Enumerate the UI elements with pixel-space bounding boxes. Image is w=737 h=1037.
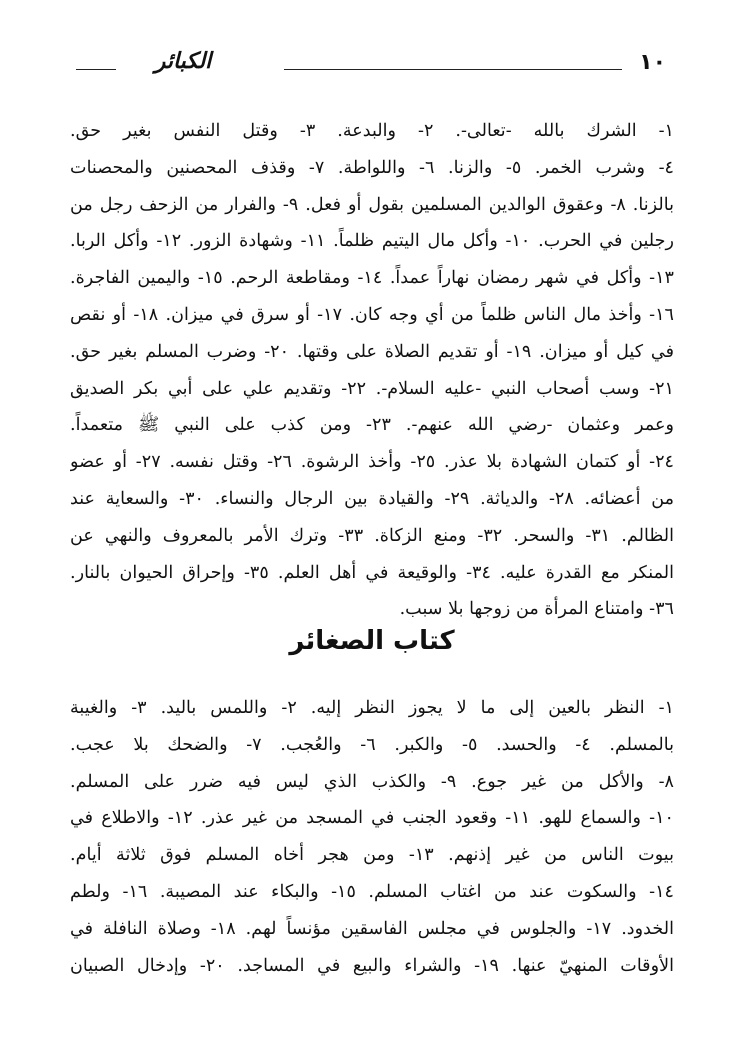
text-line: ٣٦- وامتناع المرأة من زوجها بلا سبب. [399,599,674,620]
text-line: بيوت الناس من غير إذنهم. ١٣- ومن هجر أخاه المسلم فوق ثلاثة أيام. [70,845,674,866]
text-line: ١- الشرك بالله -تعالى-. ٢- والبدعة. ٣- وقتل النفس بغير حق. [70,121,674,141]
page-number: ١٠ [639,50,666,75]
header-rule-short [76,69,116,70]
text-line: وعمر وعثمان -رضي الله عنهم-. ٢٣- ومن كذب على النبي ﷺ متعمداً. [70,415,674,436]
text-line: ١٠- والسماع للهو. ١١- وقعود الجنب في المسجد من غير عذر. ١٢- والاطلاع في [70,808,674,829]
text-line: ١٦- وأخذ مال الناس ظلماً من أي وجه كان. ١٧- أو سرق في ميزان. ١٨- أو نقص [70,304,674,325]
text-line: رجلين في الحرب. ١٠- وأكل مال اليتيم ظلماً. ١١- وشهادة الزور. ١٢- وأكل الربا. [70,231,674,252]
text-line: الخدود. ١٧- والجلوس في مجلس الفاسقين مؤنساً لهم. ١٨- وصلاة النافلة في [70,918,674,939]
text-line: بالمسلم. ٤- والحسد. ٥- والكبر. ٦- والعُجب. ٧- والضحك بلا عجب. [70,734,674,755]
text-line: في كيل أو ميزان. ١٩- أو تقديم الصلاة على وقتها. ٢٠- وضرب المسلم بغير حق. [70,341,674,362]
page-header [70,44,674,88]
text-line: ١٣- وأكل في شهر رمضان نهاراً عمداً. ١٤- ومقاطعة الرحم. ١٥- واليمين الفاجرة. [70,268,674,289]
saghair-list [70,690,674,984]
text-line: الظالم. ٣١- والسحر. ٣٢- ومنع الزكاة. ٣٣- وترك الأمر بالمعروف والنهي عن [70,525,674,546]
text-line: ٢١- وسب أصحاب النبي -عليه السلام-. ٢٢- وتقديم علي على أبي بكر الصديق [70,378,674,399]
text-line: ١- النظر بالعين إلى ما لا يجوز النظر إليه. ٢- واللمس باليد. ٣- والغيبة [70,698,674,718]
text-line: ١٤- والسكوت عند من اغتاب المسلم. ١٥- والبكاء عند المصيبة. ١٦- ولطم [70,881,674,902]
header-rule [284,69,622,70]
text-line: من أعضائه. ٢٨- والدياثة. ٢٩- والقيادة بين الرجال والنساء. ٣٠- والسعاية عند [70,488,674,509]
kabair-list [70,113,674,628]
text-line: ٨- والأكل من غير جوع. ٩- والكذب الذي ليس فيه ضرر على المسلم. [70,771,674,792]
text-line: بالزنا. ٨- وعقوق الوالدين المسلمين بقول أو فعل. ٩- والفرار من الزحف رجل من [70,194,674,215]
text-line: ٤- وشرب الخمر. ٥- والزنا. ٦- واللواطة. ٧- وقذف المحصنين والمحصنات [70,157,674,178]
text-line: ٢٤- أو كتمان الشهادة بلا عذر. ٢٥- وأخذ الرشوة. ٢٦- وقتل نفسه. ٢٧- أو عضو [70,452,674,473]
running-title: الكبائر [154,48,212,74]
section-heading: كتاب الصغائر [289,626,455,656]
text-line: الأوقات المنهيّ عنها. ١٩- والشراء والبيع في المساجد. ٢٠- وإدخال الصبيان [70,955,674,976]
text-line: المنكر مع القدرة عليه. ٣٤- والوقيعة في أهل العلم. ٣٥- وإحراق الحيوان بالنار. [70,562,674,583]
